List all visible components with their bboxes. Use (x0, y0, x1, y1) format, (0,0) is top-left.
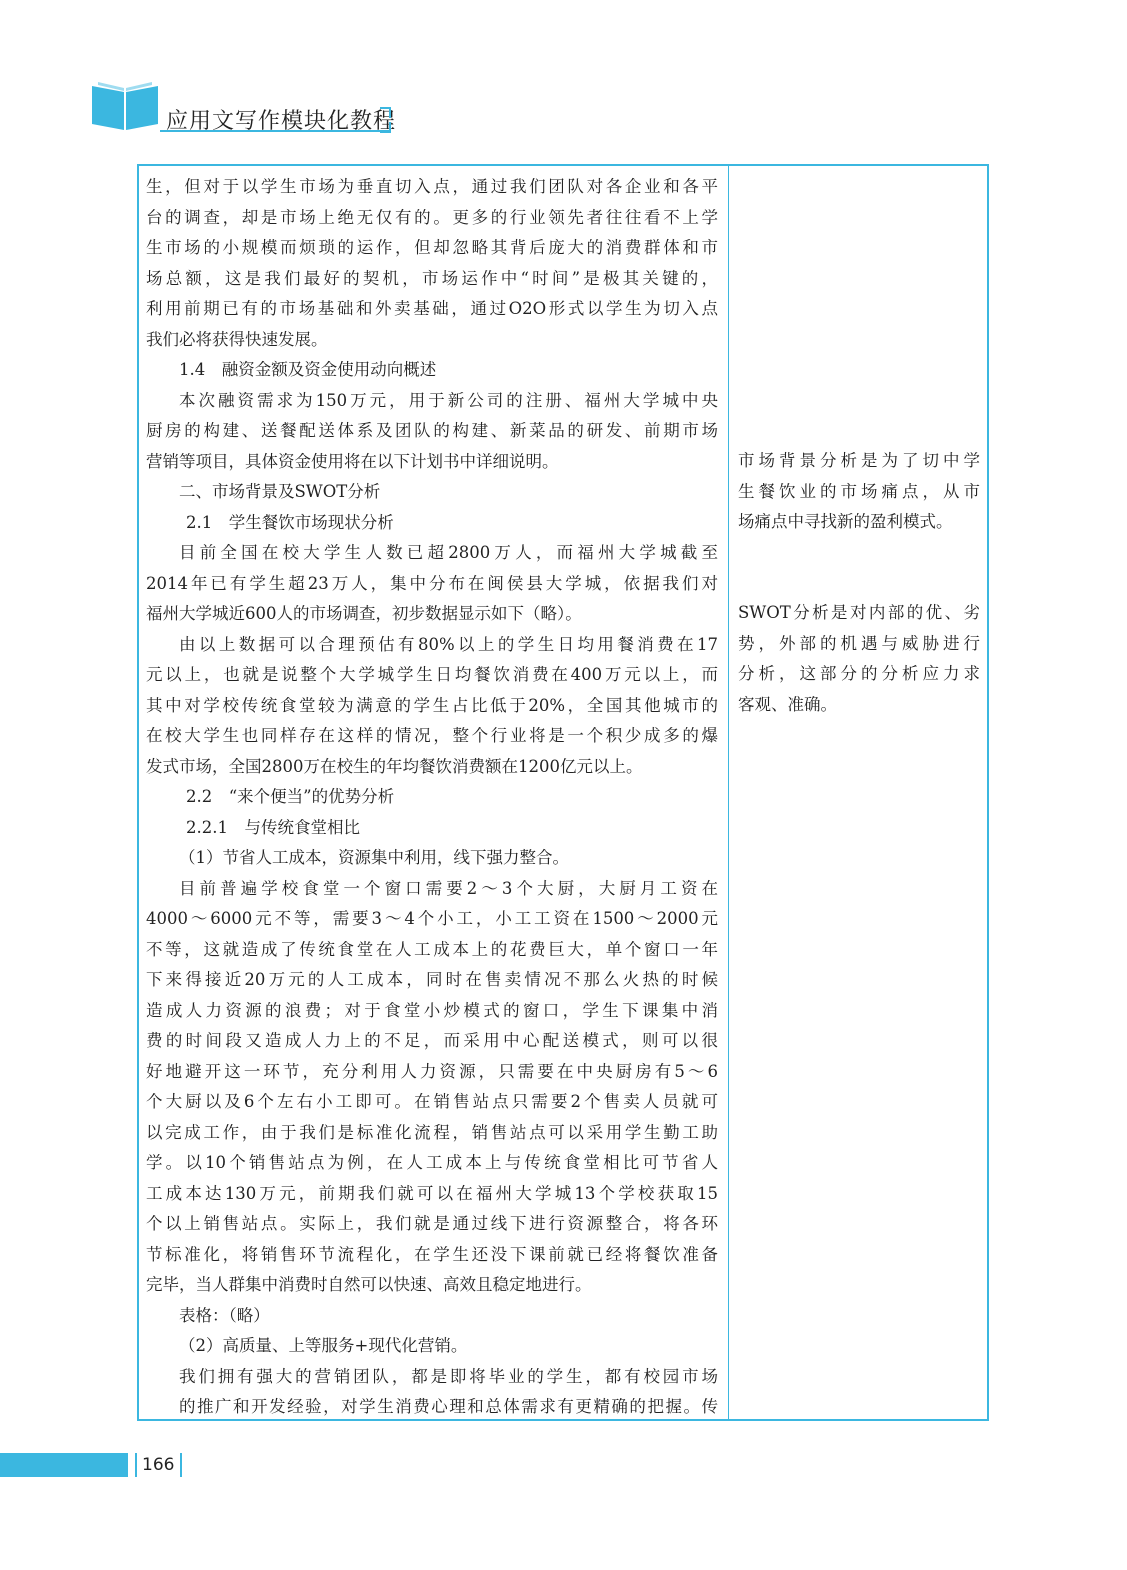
footer-accent-bar (0, 1453, 128, 1477)
text-line: 造成人力资源的浪费；对于食堂小炒模式的窗口，学生下课集中消 (146, 1000, 718, 1020)
side-note-line: 势，外部的机遇与威胁进行 (738, 633, 980, 653)
text-line: 表格：（略） (179, 1305, 270, 1325)
text-line: 其中对学校传统食堂较为满意的学生占比低于20%，全国其他城市的 (146, 695, 718, 715)
text-line: 不等，这就造成了传统食堂在人工成本上的花费巨大，单个窗口一年 (146, 939, 718, 959)
text-line: 场总额，这是我们最好的契机，市场运作中“时间”是极其关键的， (146, 268, 718, 288)
header-bracket-decoration (378, 106, 394, 134)
side-note-line: 分析，这部分的分析应力求 (738, 664, 980, 683)
text-line: 下来得接近20万元的人工成本，同时在售卖情况不那么火热的时候 (146, 970, 718, 989)
page-number: 166 (142, 1455, 175, 1475)
text-line: 的推广和开发经验，对学生消费心理和总体需求有更精确的把握。传 (179, 1397, 718, 1416)
text-line: 节标准化，将销售环节流程化，在学生还没下课前就已经将餐饮准备 (146, 1244, 718, 1264)
text-line: 厨房的构建、送餐配送体系及团队的构建、新菜品的研发、前期市场 (146, 421, 718, 440)
text-line: 发式市场，全国2800万在校生的年均餐饮消费额在1200亿元以上。 (146, 756, 643, 776)
text-line: 利用前期已有的市场基础和外卖基础，通过O2O形式以学生为切入点 (146, 299, 718, 318)
side-note-swot (738, 598, 980, 720)
page-header (0, 0, 1127, 150)
text-line: （2）高质量、上等服务+现代化营销。 (179, 1336, 468, 1355)
text-line: 生市场的小规模而烦琐的运作，但却忽略其背后庞大的消费群体和市 (146, 238, 718, 257)
text-line: （1）节省人工成本，资源集中利用，线下强力整合。 (179, 848, 569, 867)
text-line: 2014年已有学生超23万人，集中分布在闽侯县大学城，依据我们对 (146, 573, 718, 593)
book-title: 应用文写作模块化教程 (166, 109, 397, 134)
footer-separator (135, 1453, 137, 1477)
text-line: 二、市场背景及SWOT分析 (179, 482, 381, 501)
text-line: 个以上销售站点。实际上，我们就是通过线下进行资源整合，将各环 (146, 1214, 718, 1233)
text-line: 2.2 “来个便当”的优势分析 (186, 787, 395, 806)
text-line: 费的时间段又造成人力上的不足，而采用中心配送模式，则可以很 (146, 1031, 718, 1050)
text-line: 元以上，也就是说整个大学城学生日均餐饮消费在400万元以上，而 (146, 665, 718, 684)
side-note-line: 客观、准确。 (738, 694, 837, 714)
footer-separator (180, 1453, 182, 1477)
open-book-icon (90, 78, 160, 134)
side-note-line: 生餐饮业的市场痛点，从市 (738, 481, 980, 501)
text-line: 以完成工作，由于我们是标准化流程，销售站点可以采用学生勤工助 (146, 1122, 718, 1142)
text-line: 福州大学城近600人的市场调查，初步数据显示如下（略）。 (146, 604, 582, 623)
main-text-column (146, 172, 718, 1423)
text-line: 完毕，当人群集中消费时自然可以快速、高效且稳定地进行。 (146, 1275, 592, 1294)
text-line: 我们必将获得快速发展。 (146, 329, 328, 349)
text-line: 本次融资需求为150万元，用于新公司的注册、福州大学城中央 (179, 390, 718, 410)
text-line: 4000～6000元不等，需要3～4个小工，小工工资在1500～2000元 (146, 909, 718, 928)
text-line: 目前普遍学校食堂一个窗口需要2～3个大厨，大厨月工资在 (179, 878, 718, 898)
column-divider (728, 166, 729, 1419)
content-table (137, 164, 989, 1421)
text-line: 生，但对于以学生市场为垂直切入点，通过我们团队对各企业和各平 (146, 177, 718, 196)
text-line: 由以上数据可以合理预估有80%以上的学生日均用餐消费在17 (179, 634, 718, 654)
side-note-line: 场痛点中寻找新的盈利模式。 (738, 512, 953, 531)
side-note-line: 市场背景分析是为了切中学 (738, 451, 980, 470)
text-line: 学。以10个销售站点为例，在人工成本上与传统食堂相比可节省人 (146, 1153, 718, 1172)
side-note-line: SWOT分析是对内部的优、劣 (738, 603, 980, 622)
text-line: 台的调查，却是市场上绝无仅有的。更多的行业领先者往往看不上学 (146, 207, 718, 227)
text-line: 好地避开这一环节，充分利用人力资源，只需要在中央厨房有5～6 (146, 1061, 718, 1081)
text-line: 工成本达130万元，前期我们就可以在福州大学城13个学校获取15 (146, 1183, 718, 1203)
text-line: 营销等项目，具体资金使用将在以下计划书中详细说明。 (146, 451, 559, 471)
text-line: 在校大学生也同样存在这样的情况，整个行业将是一个积少成多的爆 (146, 726, 718, 745)
text-line: 我们拥有强大的营销团队，都是即将毕业的学生，都有校园市场 (179, 1366, 718, 1386)
text-line: 2.2.1 与传统食堂相比 (186, 817, 360, 837)
text-line: 2.1 学生餐饮市场现状分析 (186, 512, 394, 532)
side-note-market-background (738, 446, 980, 538)
text-line: 目前全国在校大学生人数已超2800万人，而福州大学城截至 (179, 543, 718, 562)
text-line: 1.4 融资金额及资金使用动向概述 (179, 360, 437, 379)
text-line: 个大厨以及6个左右小工即可。在销售站点只需要2个售卖人员就可 (146, 1092, 718, 1111)
